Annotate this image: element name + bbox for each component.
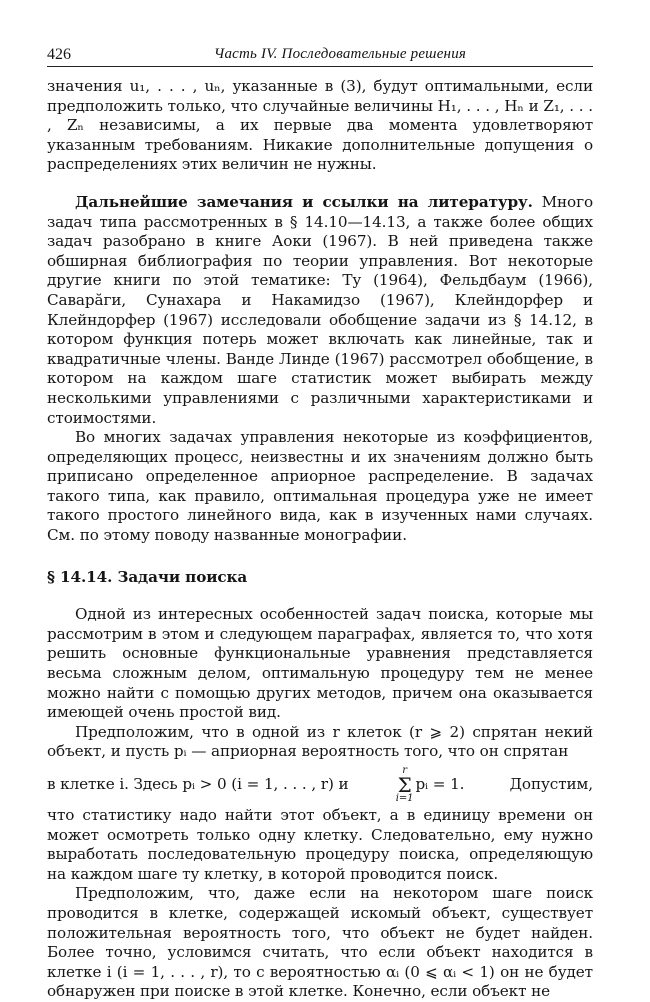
- sum-symbol: r Σ i=1: [395, 765, 414, 804]
- formula-line: [47, 766, 593, 804]
- paragraph-continuation: значения u₁, . . . , uₙ, указанные в (3), будут оптимальными, если предположить только, что случайные величины H₁, . . . , Hₙ и Z₁, . . . , Zₙ независимы, а их первые два момента удовлетворяют указанным требованиям. Никакие дополнительные допущения о распределениях этих величин не нужны.: [47, 77, 593, 174]
- sum-lower-limit: i=1: [395, 793, 414, 804]
- sum-expression: [394, 766, 465, 804]
- sum-body: pᵢ = 1.: [415, 775, 465, 793]
- page-number: 426: [47, 46, 71, 63]
- sum-upper-limit: r: [402, 765, 407, 776]
- paragraph-search-intro: Одной из интересных особенностей задач поиска, которые мы рассмотрим в этом и следующем параграфах, является то, что хотя решить основные функциональные уравнения представляется весьма сложным делом, оптимальную процедуру тем не менее можно найти с помощью других методов, причем она оказывается имеющей очень простой вид.: [47, 605, 593, 722]
- paragraph-detection-probability: Предположим, что, даже если на некотором шаге поиск проводится в клетке, содержащей искомый объект, существует положительная вероятность того, что объект не будет найден. Более точно, условимся считать, что если объект находится в клетке i (i = 1, . . . , r), то с вероятностью αᵢ (0 ⩽ αᵢ < 1) он не будет обнаружен при поиске в этой клетке. Конечно, если объект не: [47, 884, 593, 1001]
- paragraph-references: [47, 193, 593, 428]
- paragraph-assumption-start: Предположим, что в одной из r клеток (r ⩾ 2) спрятан некий объект, и пусть pᵢ — априорная вероятность того, что он спрятан: [47, 722, 593, 761]
- paragraph-assumption-end: что статистику надо найти этот объект, а в единицу времени он может осмотреть только одну клетку. Следовательно, ему нужно выработать последовательную процедуру поиска, определяющую на каждом шаге ту клетку, в которой проводится поиск.: [47, 806, 593, 883]
- formula-right-text: Допустим,: [509, 775, 593, 794]
- paragraph-control-problems: Во многих задачах управления некоторые из коэффициентов, определяющих процесс, неизвестны и их значениям должно быть приписано определенное априорное распределение. В задачах такого типа, как правило, оптимальная процедура уже не имеет такого простого линейного вида, как в изученных нами случаях. См. по этому поводу названные монографии.: [47, 428, 593, 545]
- references-text: Много задач типа рассмотренных в § 14.10—14.13, а также более общих задач разобрано в книге Аоки (1967). В ней приведена также обширная библиография по теории управления. Вот некоторые другие книги по этой тематике: Ту (1964), Фельдбаум (1966), Саварăги, Сунахара и Накамидзо (1967), Клейндорфер и Клейндорфер (1967) исследовали обобщение задачи из § 14.12, в котором функция потерь может включать как линейные, так и квадратичные члены. Ванде Линде (1967) рассмотрел обобщение, в котором на каждом шаге статистик может выбирать между несколькими управлениями с различными характеристиками и стоимостями.: [47, 192, 593, 427]
- formula-left-text: в клетке i. Здесь pᵢ > 0 (i = 1, . . . , r) и: [47, 775, 349, 794]
- running-head: Часть IV. Последовательные решения: [213, 46, 467, 62]
- page-header: [47, 44, 593, 67]
- page-body: [47, 77, 593, 1002]
- section-heading: § 14.14. Задачи поиска: [47, 567, 248, 586]
- run-in-heading: Дальнейшие замечания и ссылки на литературу.: [75, 192, 533, 211]
